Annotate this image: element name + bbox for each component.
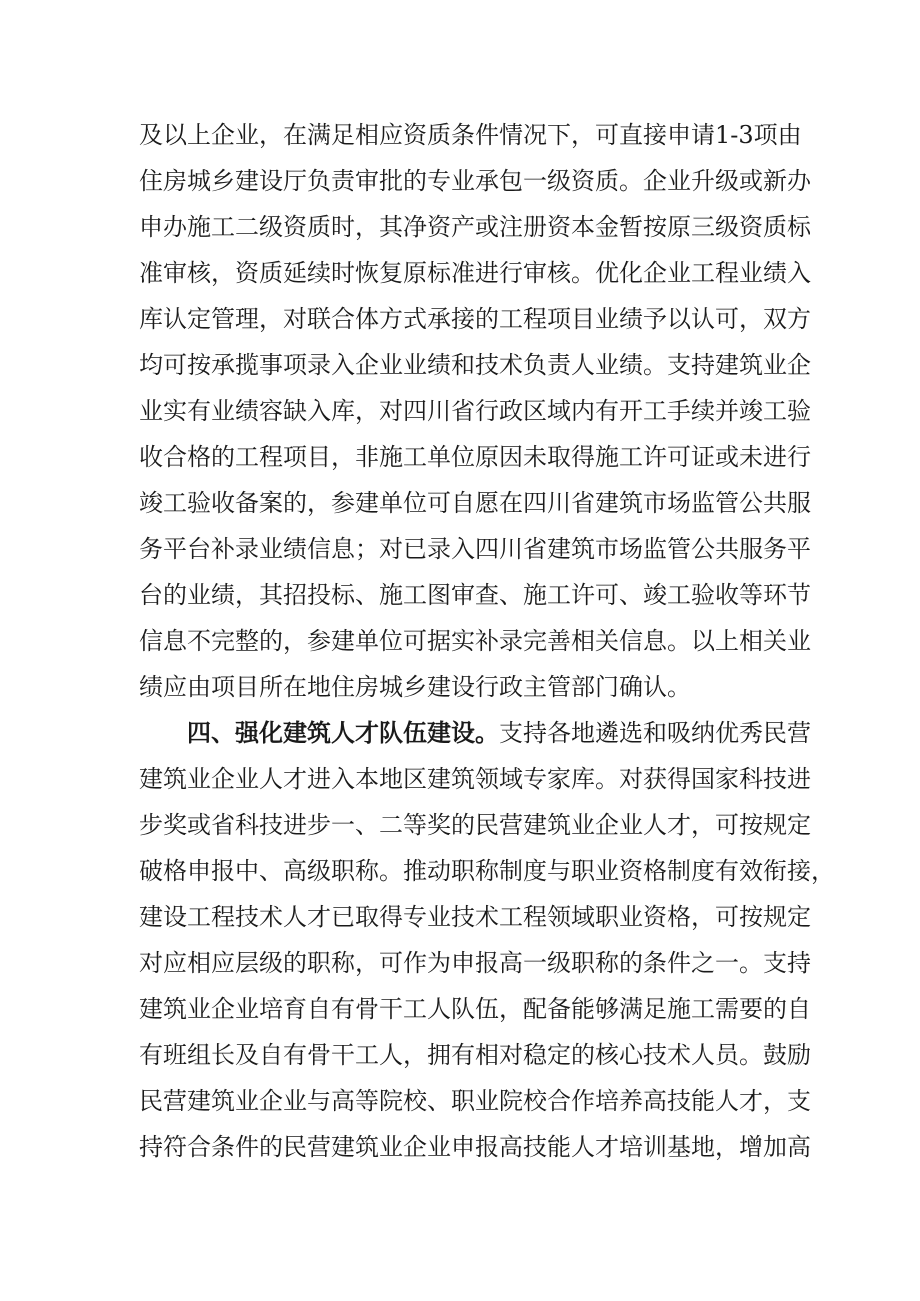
paragraph-1-line-12: 信息不完整的，参建单位可据实补录完善相关信息。以上相关业 <box>139 627 811 655</box>
paragraph-1-line-7: 业实有业绩容缺入库，对四川省行政区域内有开工手续并竣工验 <box>139 397 811 425</box>
paragraph-1-line-8: 收合格的工程项目，非施工单位原因未取得施工许可证或未进行 <box>139 443 811 471</box>
paragraph-2-line-3: 步奖或省科技进步一、二等奖的民营建筑业企业人才，可按规定 <box>139 811 811 839</box>
paragraph-1-line-5: 库认定管理，对联合体方式承接的工程项目业绩予以认可，双方 <box>139 305 811 333</box>
paragraph-2-line-9: 民营建筑业企业与高等院校、职业院校合作培养高技能人才，支 <box>139 1087 811 1115</box>
section-heading: 四、强化建筑人才队伍建设。 <box>187 718 499 747</box>
paragraph-2-line-1 <box>187 713 811 753</box>
paragraph-2-line-2: 建筑业企业人才进入本地区建筑领域专家库。对获得国家科技进 <box>139 765 811 793</box>
paragraph-1-line-6: 均可按承揽事项录入企业业绩和技术负责人业绩。支持建筑业企 <box>139 351 811 379</box>
paragraph-2-line-1-text: 支持各地遴选和吸纳优秀民营 <box>499 719 811 747</box>
paragraph-1-line-11: 台的业绩，其招投标、施工图审查、施工许可、竣工验收等环节 <box>139 581 811 609</box>
paragraph-1-line-9: 竣工验收备案的，参建单位可自愿在四川省建筑市场监管公共服 <box>139 489 811 517</box>
paragraph-1-line-13: 绩应由项目所在地住房城乡建设行政主管部门确认。 <box>139 673 691 701</box>
paragraph-1-line-4: 准审核，资质延续时恢复原标准进行审核。优化企业工程业绩入 <box>139 259 811 287</box>
paragraph-1-line-1: 及以上企业，在满足相应资质条件情况下，可直接申请1-3项由 <box>139 121 802 149</box>
paragraph-1-line-2: 住房城乡建设厅负责审批的专业承包一级资质。企业升级或新办 <box>139 167 811 195</box>
paragraph-2-line-7: 建筑业企业培育自有骨干工人队伍，配备能够满足施工需要的自 <box>139 995 811 1023</box>
paragraph-2-line-6: 对应相应层级的职称，可作为申报高一级职称的条件之一。支持 <box>139 949 811 977</box>
paragraph-2-line-8: 有班组长及自有骨干工人，拥有相对稳定的核心技术人员。鼓励 <box>139 1041 811 1069</box>
paragraph-1-line-10: 务平台补录业绩信息；对已录入四川省建筑市场监管公共服务平 <box>139 535 811 563</box>
paragraph-2-line-10: 持符合条件的民营建筑业企业申报高技能人才培训基地，增加高 <box>139 1133 811 1161</box>
paragraph-2-line-5: 建设工程技术人才已取得专业技术工程领域职业资格，可按规定 <box>139 903 811 931</box>
paragraph-1-line-3: 申办施工二级资质时，其净资产或注册资本金暂按原三级资质标 <box>139 213 811 241</box>
paragraph-2-line-4: 破格申报中、高级职称。推动职称制度与职业资格制度有效衔接， <box>139 857 835 885</box>
